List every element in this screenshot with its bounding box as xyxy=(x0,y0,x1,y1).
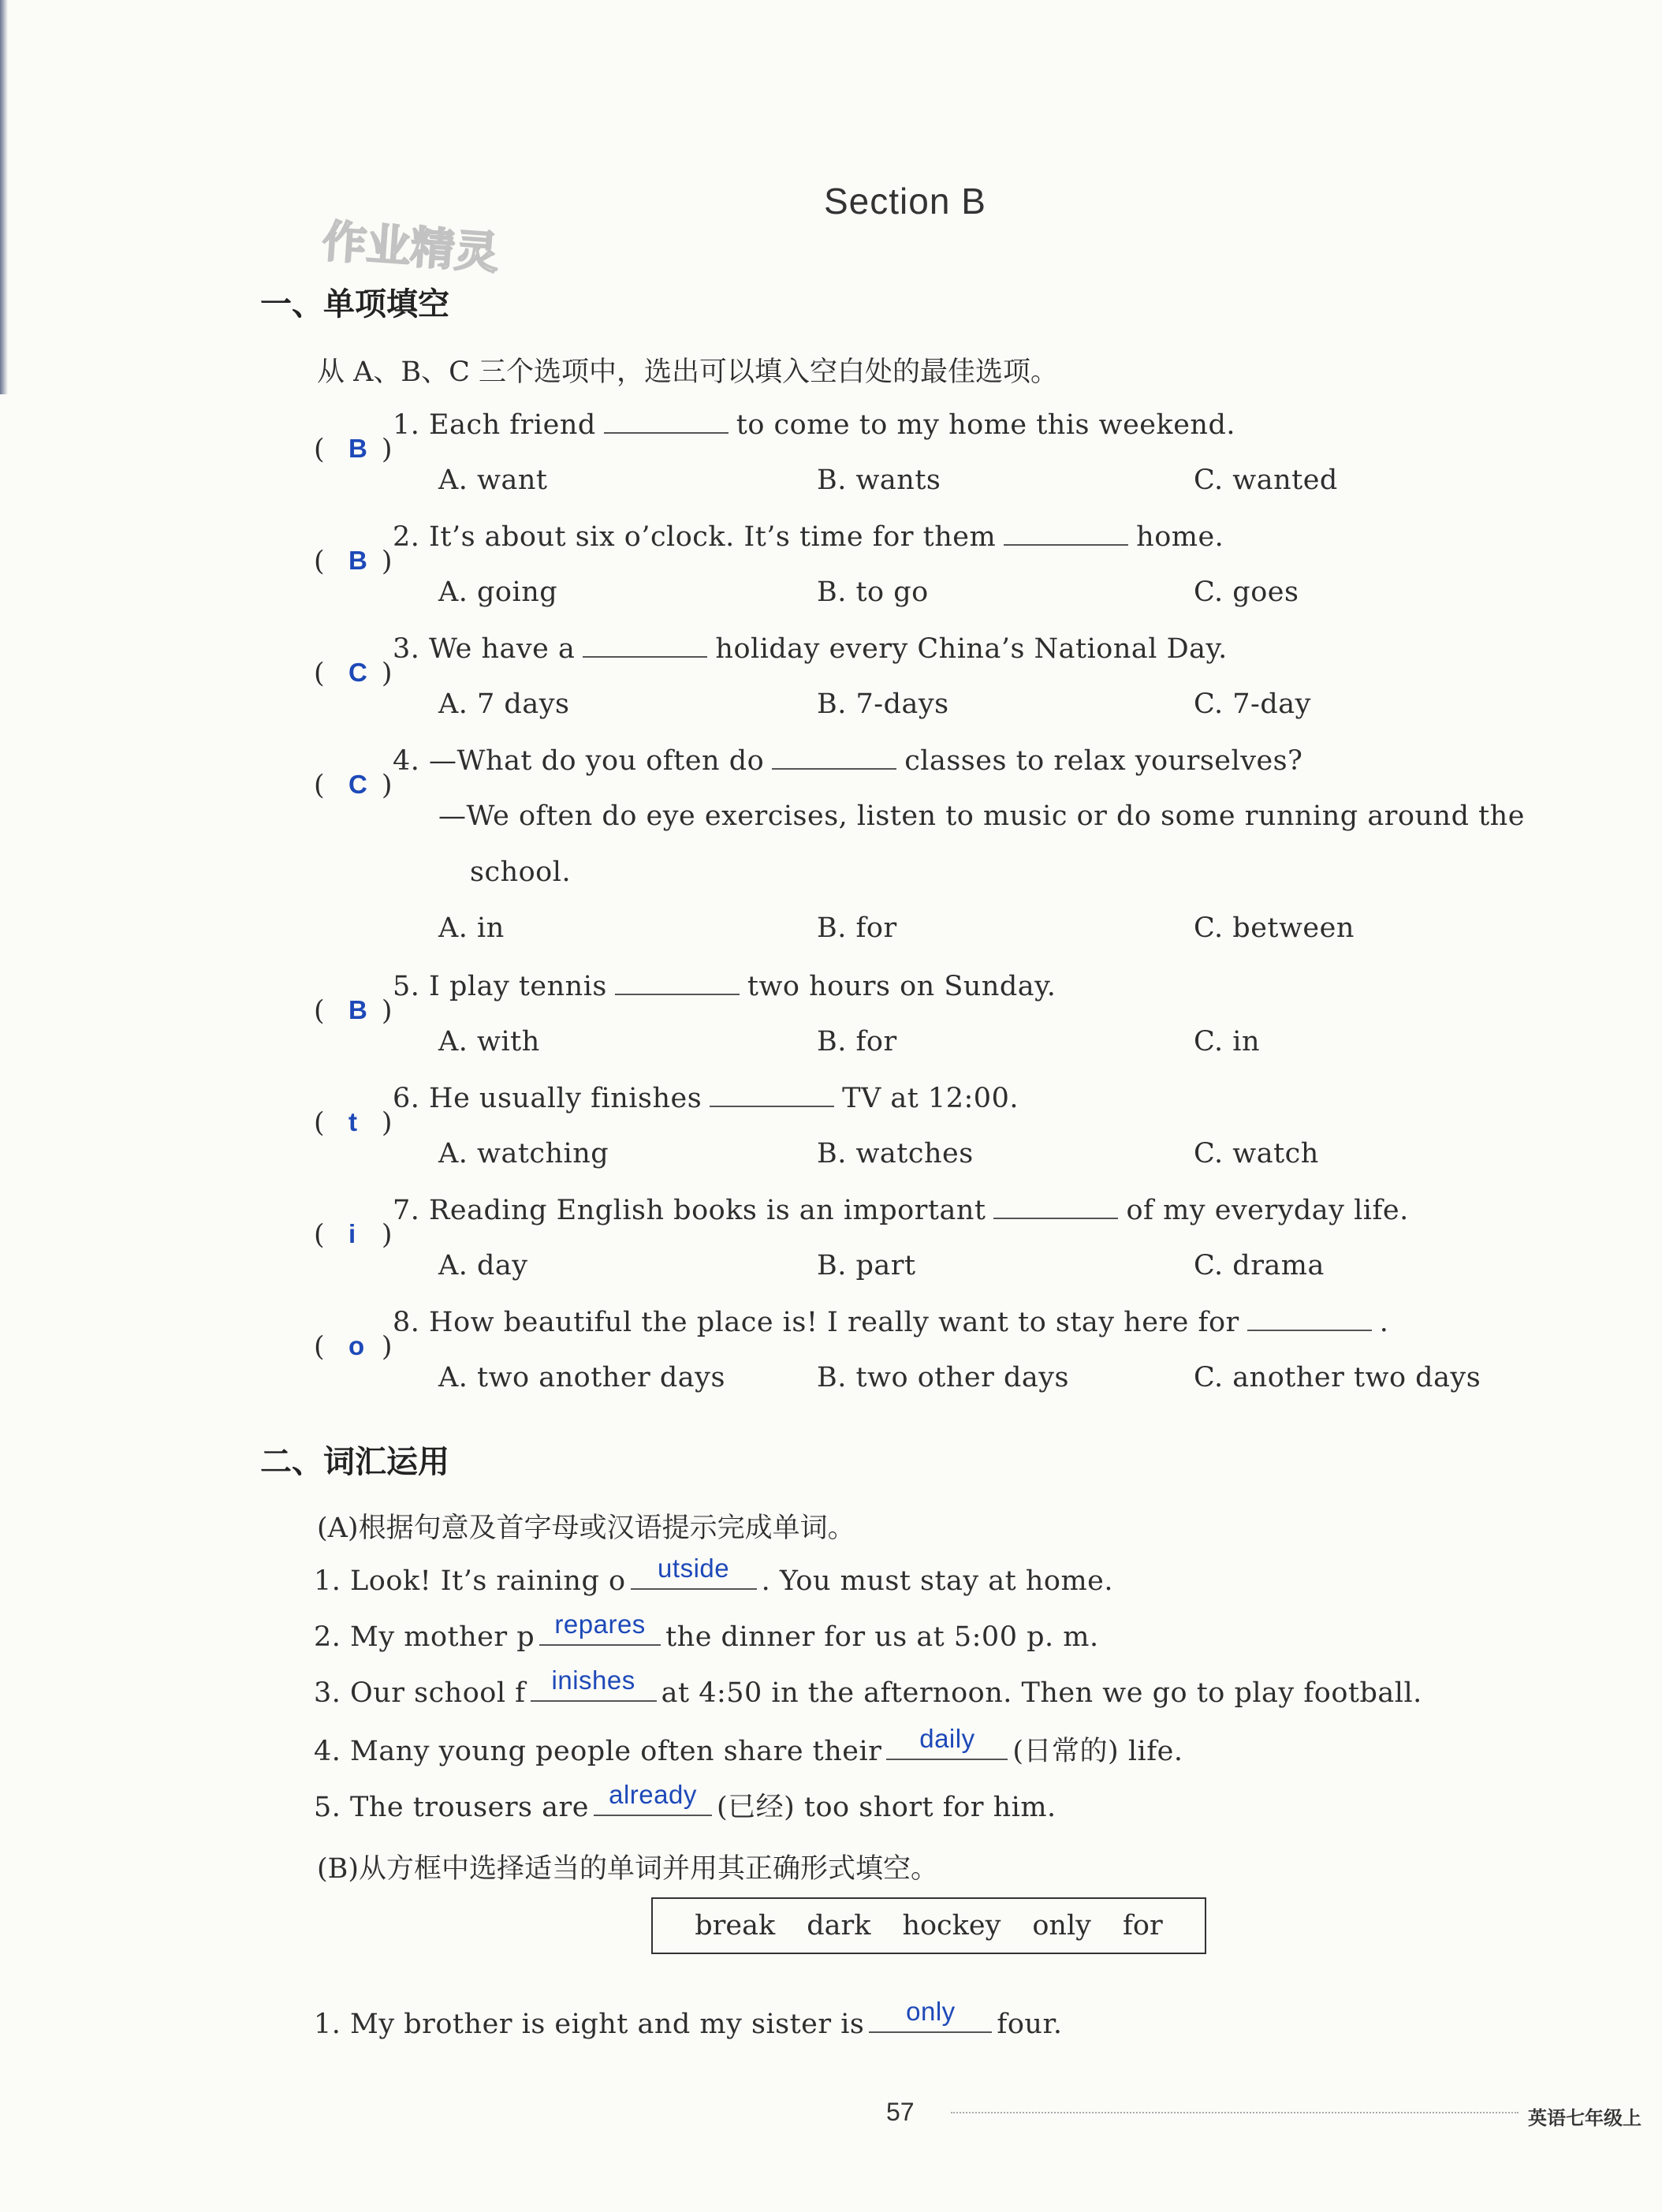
option-b: B. for xyxy=(817,912,897,944)
question-number: 6. xyxy=(393,1083,420,1114)
answer-letter: t xyxy=(348,1107,358,1136)
question-text-pre: It’s about six o’clock. It’s time for them xyxy=(429,521,997,553)
vocab-item xyxy=(314,1666,1422,1709)
option-a: A. in xyxy=(438,912,505,944)
word-box-item: for xyxy=(1122,1910,1163,1942)
question-number: 3. xyxy=(393,633,420,665)
question-text-post: . xyxy=(1379,1307,1389,1338)
word-box-item: dark xyxy=(807,1910,871,1942)
question-number: 1. xyxy=(393,409,420,441)
answer-blank xyxy=(604,408,729,434)
question-number: 4. xyxy=(393,745,420,777)
question-row: ( C ) 3. We have a holiday every China’s National Day. xyxy=(314,633,1228,689)
vocab-text-post: (日常的) life. xyxy=(1012,1736,1183,1767)
handwritten-answer: utside xyxy=(658,1554,730,1583)
option-b: B. for xyxy=(817,1026,897,1058)
option-b: B. two other days xyxy=(817,1362,1069,1393)
question-number: 2. xyxy=(393,521,420,553)
question-text-pre: How beautiful the place is! I really want to stay here for xyxy=(429,1307,1239,1338)
word-box-item: hockey xyxy=(902,1910,1001,1942)
handwritten-answer: repares xyxy=(554,1610,646,1639)
section-title: Section B xyxy=(824,181,986,222)
question-text-post: of my everyday life. xyxy=(1126,1195,1409,1226)
vocab-text-pre: 1. My brother is eight and my sister is xyxy=(314,2009,865,2040)
option-b: B. part xyxy=(817,1250,916,1281)
vocab-text-post: at 4:50 in the afternoon. Then we go to play football. xyxy=(661,1677,1422,1709)
vocab-text-pre: 5. The trousers are xyxy=(314,1792,589,1823)
handwritten-answer: only xyxy=(906,1997,956,2026)
question-text-post: to come to my home this weekend. xyxy=(736,409,1235,441)
question-text-post: classes to relax yourselves? xyxy=(904,745,1303,777)
part1-instruction: 从 A、B、C 三个选项中，选出可以填入空白处的最佳选项。 xyxy=(317,356,1059,388)
question-row: ( B ) 5. I play tennis two hours on Sunday. xyxy=(314,971,1056,1027)
answer-letter: C xyxy=(348,658,368,687)
question-text-post: TV at 12:00. xyxy=(842,1083,1019,1114)
answer-blank xyxy=(1004,520,1128,546)
option-c: C. another two days xyxy=(1194,1362,1481,1393)
option-c: C. watch xyxy=(1194,1138,1319,1169)
word-box-item: only xyxy=(1032,1910,1091,1942)
question-text-post: holiday every China’s National Day. xyxy=(715,633,1228,665)
option-c: C. drama xyxy=(1194,1250,1325,1281)
question-row: ( B ) 1. Each friend to come to my home this weekend. xyxy=(314,409,1235,465)
vocab-text-pre: 3. Our school f xyxy=(314,1677,526,1709)
option-a: A. want xyxy=(438,464,548,496)
option-a: A. watching xyxy=(438,1138,609,1169)
question-row: ( t ) 6. He usually finishes TV at 12:00. xyxy=(314,1083,1019,1139)
vocab-blank xyxy=(886,1724,1008,1760)
vocab-item xyxy=(314,1610,1099,1653)
part2-heading: 二、词汇运用 xyxy=(260,1444,449,1480)
question-row: ( o ) 8. How beautiful the place is! I really want to stay here for . xyxy=(314,1307,1389,1363)
answer-blank xyxy=(615,970,740,995)
question-continuation: school. xyxy=(470,856,572,888)
vocab-blank xyxy=(594,1780,712,1816)
vocab-item xyxy=(314,1997,1063,2040)
option-b: B. to go xyxy=(817,576,929,608)
part1-heading: 一、单项填空 xyxy=(260,286,449,323)
footer-divider xyxy=(951,2112,1519,2113)
answer-letter: C xyxy=(348,770,368,799)
vocab-blank xyxy=(531,1666,657,1702)
option-b: B. 7-days xyxy=(817,688,949,720)
question-row: ( i ) 7. Reading English books is an important of my everyday life. xyxy=(314,1195,1409,1251)
question-number: 8. xyxy=(393,1307,420,1338)
answer-blank xyxy=(993,1194,1118,1219)
watermark-logo: 作业精灵 xyxy=(320,215,501,280)
vocab-text-post: the dinner for us at 5:00 p. m. xyxy=(665,1621,1099,1653)
question-text-pre: I play tennis xyxy=(429,971,607,1002)
answer-blank xyxy=(583,632,707,658)
option-c: C. wanted xyxy=(1194,464,1338,496)
vocab-text-pre: 2. My mother p xyxy=(314,1621,535,1653)
answer-letter: o xyxy=(348,1331,365,1360)
word-box-item: break xyxy=(695,1910,776,1942)
question-text-pre: Reading English books is an important xyxy=(429,1195,986,1226)
question-row: ( B ) 2. It’s about six o’clock. It’s time for them home. xyxy=(314,521,1224,577)
vocab-text-post: . You must stay at home. xyxy=(761,1565,1114,1597)
option-c: C. 7-day xyxy=(1194,688,1311,720)
answer-letter: i xyxy=(348,1219,356,1248)
answer-letter: B xyxy=(348,434,368,463)
question-number: 5. xyxy=(393,971,420,1002)
handwritten-answer: daily xyxy=(919,1724,975,1753)
option-c: C. between xyxy=(1194,912,1355,944)
vocab-blank xyxy=(539,1610,661,1646)
question-text-post: two hours on Sunday. xyxy=(747,971,1056,1002)
question-text-pre: —What do you often do xyxy=(429,745,765,777)
answer-letter: B xyxy=(348,546,368,575)
answer-blank xyxy=(710,1082,834,1107)
scan-edge xyxy=(0,0,8,394)
option-a: A. day xyxy=(438,1250,528,1281)
answer-blank xyxy=(1247,1306,1372,1331)
vocab-item xyxy=(314,1780,1056,1825)
vocab-blank xyxy=(631,1554,757,1590)
handwritten-answer: inishes xyxy=(551,1666,635,1695)
question-continuation: —We often do eye exercises, listen to music or do some running around the xyxy=(438,800,1525,832)
question-text-post: home. xyxy=(1136,521,1224,553)
option-a: A. two another days xyxy=(438,1362,725,1393)
option-b: B. watches xyxy=(817,1138,974,1169)
vocab-item xyxy=(314,1724,1183,1769)
vocab-blank xyxy=(869,1997,992,2033)
vocab-text-post: (已经) too short for him. xyxy=(716,1792,1056,1823)
question-text-pre: Each friend xyxy=(429,409,596,441)
question-text-pre: We have a xyxy=(429,633,576,665)
handwritten-answer: already xyxy=(609,1780,697,1809)
part2-instruction-b: (B)从方框中选择适当的单词并用其正确形式填空。 xyxy=(317,1853,939,1885)
question-number: 7. xyxy=(393,1195,420,1226)
vocab-text-post: four. xyxy=(997,2009,1063,2040)
question-text-pre: He usually finishes xyxy=(429,1083,702,1114)
option-c: C. in xyxy=(1194,1026,1261,1058)
vocab-text-pre: 4. Many young people often share their xyxy=(314,1736,882,1767)
option-a: A. 7 days xyxy=(438,688,570,720)
question-row: ( C ) 4. —What do you often do classes to relax yourselves? xyxy=(314,745,1303,801)
option-c: C. goes xyxy=(1194,576,1299,608)
page-number: 57 xyxy=(886,2098,915,2126)
option-a: A. with xyxy=(438,1026,540,1058)
vocab-text-pre: 1. Look! It’s raining o xyxy=(314,1565,626,1597)
part2-instruction-a: (A)根据句意及首字母或汉语提示完成单词。 xyxy=(317,1513,855,1544)
option-a: A. going xyxy=(438,576,558,608)
option-b: B. wants xyxy=(817,464,941,496)
answer-letter: B xyxy=(348,995,368,1024)
footer-book-title: 英语七年级上 xyxy=(1528,2107,1642,2129)
vocab-item xyxy=(314,1554,1114,1597)
answer-blank xyxy=(772,744,896,770)
word-box xyxy=(651,1897,1206,1954)
